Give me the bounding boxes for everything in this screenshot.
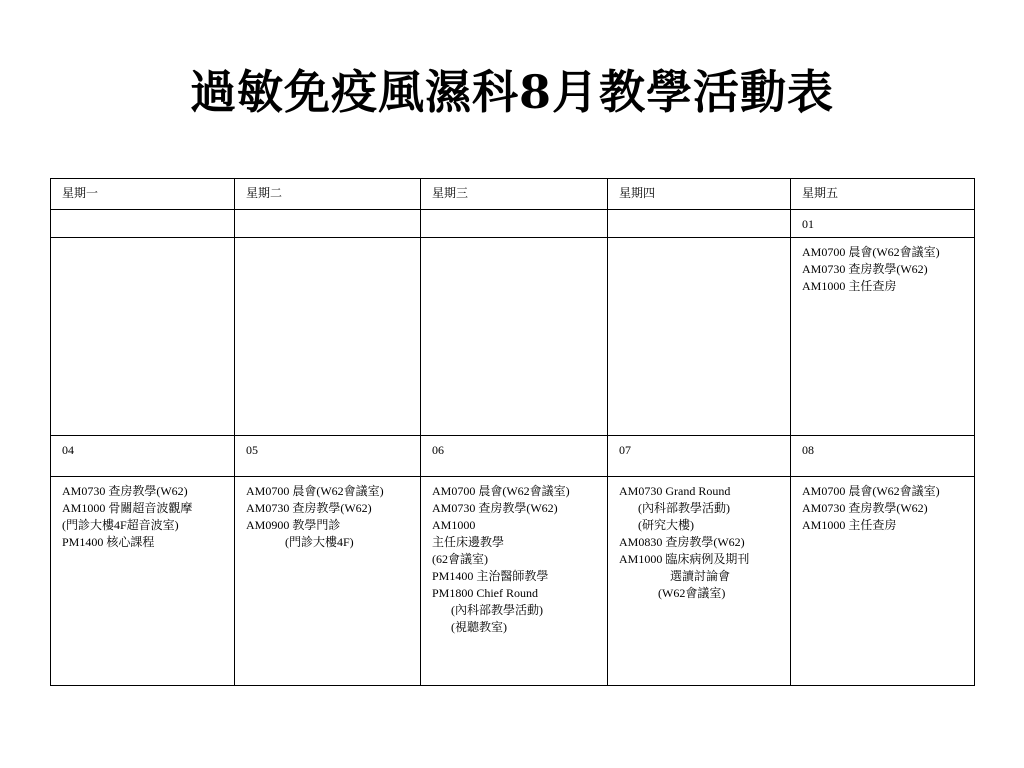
date-cell: 08 (791, 436, 975, 477)
week1-activity-row (51, 238, 975, 436)
activity-line: (62會議室) (432, 552, 488, 566)
activity-cell (608, 238, 791, 436)
date-cell: 04 (51, 436, 235, 477)
activity-cell (791, 477, 975, 686)
activity-line: AM0730 查房教學(W62) (62, 484, 188, 498)
page-title: 過敏免疫風濕科8月教學活動表 (189, 65, 834, 119)
activity-line: 主任床邊教學 (432, 535, 505, 549)
activity-cell (608, 477, 791, 686)
date-cell: 05 (235, 436, 421, 477)
activity-line: AM0730 查房教學(W62) (432, 501, 558, 515)
schedule-table (50, 178, 975, 686)
date-cell (51, 210, 235, 238)
activity-line: AM0730 Grand Round (619, 484, 731, 498)
activity-cell (51, 238, 235, 436)
activity-line: AM0900 教學門診 (246, 518, 341, 532)
activity-line: AM0700 晨會(W62會議室) (246, 484, 384, 498)
header-monday: 星期一 (51, 179, 235, 210)
date-cell (235, 210, 421, 238)
header-thursday: 星期四 (608, 179, 791, 210)
activity-line: (門診大樓4F超音波室) (62, 518, 179, 532)
activity-line: (研究大樓) (638, 518, 694, 532)
activity-line: PM1800 Chief Round (432, 586, 539, 600)
header-tuesday: 星期二 (235, 179, 421, 210)
activity-line: (內科部教學活動) (638, 501, 730, 515)
activity-line: AM0700 晨會(W62會議室) (432, 484, 570, 498)
header-friday: 星期五 (791, 179, 975, 210)
activity-line: AM0700 晨會(W62會議室) (802, 245, 940, 259)
header-row (51, 179, 975, 210)
week2-activity-row (51, 477, 975, 686)
date-cell (608, 210, 791, 238)
activity-cell (235, 477, 421, 686)
activity-cell (791, 238, 975, 436)
activity-line: 選讀討論會 (670, 569, 731, 583)
activity-line: AM0730 查房教學(W62) (802, 501, 928, 515)
week1-date-row (51, 210, 975, 238)
activity-cell (421, 477, 608, 686)
activity-line: PM1400 主治醫師教學 (432, 569, 549, 583)
activity-line: AM0730 查房教學(W62) (802, 262, 928, 276)
date-cell: 01 (791, 210, 975, 238)
header-wednesday: 星期三 (421, 179, 608, 210)
date-cell (421, 210, 608, 238)
week2-date-row (51, 436, 975, 477)
activity-cell (235, 238, 421, 436)
activity-line: AM0830 查房教學(W62) (619, 535, 745, 549)
activity-cell (51, 477, 235, 686)
activity-line: (門診大樓4F) (285, 535, 354, 549)
activity-line: AM0700 晨會(W62會議室) (802, 484, 940, 498)
activity-line: AM1000 臨床病例及期刊 (619, 552, 750, 566)
activity-line: AM0730 查房教學(W62) (246, 501, 372, 515)
activity-line: AM1000 主任查房 (802, 279, 897, 293)
activity-line: AM1000 主任查房 (802, 518, 897, 532)
activity-line: (視聽教室) (451, 620, 507, 634)
activity-line: (內科部教學活動) (451, 603, 543, 617)
date-cell: 06 (421, 436, 608, 477)
activity-line: AM1000 (432, 518, 476, 532)
activity-line: AM1000 骨關超音波觀摩 (62, 501, 193, 515)
activity-cell (421, 238, 608, 436)
activity-line: PM1400 核心課程 (62, 535, 155, 549)
activity-line: (W62會議室) (658, 586, 726, 600)
date-cell: 07 (608, 436, 791, 477)
